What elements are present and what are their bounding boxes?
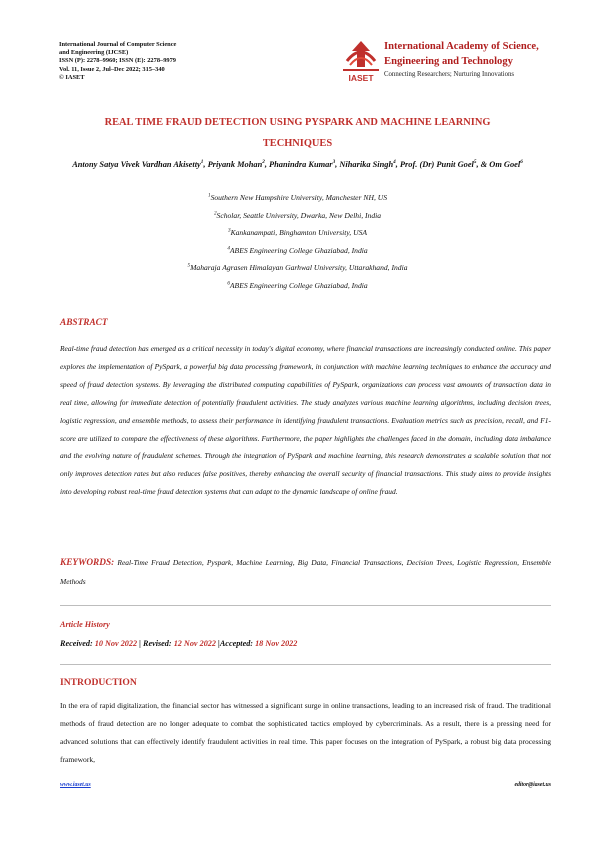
accepted-date: 18 Nov 2022 <box>255 639 298 648</box>
author-name: Prof. (Dr) Punit Goel <box>399 160 474 169</box>
affiliation-item <box>60 224 535 242</box>
keywords-label: KEYWORDS: <box>60 558 115 568</box>
affiliation-text: Kankanampati, Binghamton University, USA <box>230 228 368 238</box>
journal-line: ISSN (P): 2278–9960; ISSN (E): 2278–9979 <box>59 57 176 65</box>
affiliation-sup: 1 <box>207 192 211 199</box>
journal-line: and Engineering (IJCSE) <box>59 49 129 57</box>
publisher-brand <box>384 40 584 81</box>
revised-label: Revised: <box>142 639 172 648</box>
author-name: Phanindra Kumar <box>269 160 333 169</box>
introduction-heading: INTRODUCTION <box>60 677 137 688</box>
abstract-body: Real-time fraud detection has emerged as a critical necessity in today's digital economy, where financial transactions are increasingly conducted online. This paper explores the implementation of PySpark, a powerful big data processing framework, in conjunction with machine learning techniques to enhance the accuracy and speed of fraud detection systems. By leveraging the distributed computing capabilities of PySpark, organizations can process vast amounts of transaction data in real time, allowing for immediate detection of potentially fraudulent activities. The study analyzes various machine learning algorithms, including decision trees, logistic regression, and ensemble methods, to assess their performance in identifying fraudulent transactions. Evaluation metrics such as precision, recall, and F1-score are utilized to compare the effectiveness of these algorithms. Furthermore, the paper highlights the challenges faced in the domain, including data imbalance and the evolving nature of fraudulent schemes. Through the integration of PySpark and machine learning, this research demonstrates a scalable solution that not only improves detection rates but also reduces false positives, thereby enhancing the overall security of financial transactions. This study aims to provide insights into developing robust real-time fraud detection systems that can adapt to the dynamic landscape of online fraud. <box>60 344 551 497</box>
affiliation-sup: 4 <box>227 245 230 252</box>
introduction-body: In the era of rapid digitalization, the financial sector has witnessed a significant surge in online transactions, leading to an increased risk of fraud. The traditional methods of fraud detection are no longer adequate to combat the sophisticated tactics employed by cybercriminals. As a result, there is a pressing need for advanced solutions that can effectively identify fraudulent activities in real time. This paper focuses on the integration of PySpark, a robust big data processing framework, <box>60 701 551 764</box>
iaset-logo <box>341 37 381 85</box>
footer-website-link[interactable]: www.iaset.us <box>60 782 91 788</box>
author-list: Antony Satya Vivek Vardhan Akisetty$^1$, Priyank Mohan$^2$, Phanindra Kumar$^3$, Niharika Singh$^4$, Prof. (Dr) Punit Goel$^5$, & Om Goel$^6$ <box>72 159 523 169</box>
title-line: REAL TIME FRAUD DETECTION USING PYSPARK AND MACHINE LEARNING <box>104 117 491 128</box>
journal-line: © IASET <box>59 73 85 81</box>
author-name: Priyank Mohan <box>207 160 263 169</box>
affiliation-item <box>60 259 535 277</box>
accepted-label: Accepted: <box>219 639 254 648</box>
history-separator: | <box>139 639 141 648</box>
author-name: & Om Goel <box>480 160 521 169</box>
journal-line: Vol. 11, Issue 2, Jul–Dec 2022; 315–340 <box>59 65 165 73</box>
author-sup: 6 <box>520 159 523 166</box>
footer-email: editor@iaset.us <box>514 782 551 788</box>
keywords <box>60 554 551 591</box>
author-sup: 1 <box>200 159 204 166</box>
author-name: Antony Satya Vivek Vardhan Akisetty <box>72 160 201 169</box>
affiliation-sup: 6 <box>227 280 230 287</box>
affiliation-sup: 5 <box>187 262 191 269</box>
paper-title <box>40 112 555 154</box>
affiliation-text: Maharaja Agrasen Himalayan Garhwal University, Uttarakhand, India <box>190 263 408 273</box>
affiliation-text: Scholar, Seattle University, Dwarka, New Delhi, India <box>216 210 382 220</box>
logo-text: IASET <box>348 73 374 83</box>
received-label: Received: <box>60 639 93 648</box>
affiliation-item <box>60 277 535 295</box>
author-sup: 5 <box>473 159 477 166</box>
iaset-logo-icon <box>341 37 381 85</box>
journal-line: International Journal of Computer Science <box>59 41 177 48</box>
revised-date: 12 Nov 2022 <box>173 639 216 648</box>
section-divider <box>60 605 551 606</box>
abstract-heading: ABSTRACT <box>60 318 108 328</box>
affiliation-text: ABES Engineering College Ghaziabad, India <box>229 280 368 290</box>
author-sup: 2 <box>262 159 265 166</box>
affiliation-item <box>60 189 535 207</box>
affiliation-sup: 2 <box>213 210 217 217</box>
affiliation-text: ABES Engineering College Ghaziabad, India <box>229 245 368 255</box>
author-sup: 3 <box>332 159 336 166</box>
affiliation-sup: 3 <box>227 227 231 234</box>
journal-info <box>59 41 249 82</box>
affiliation-list <box>60 189 535 295</box>
brand-name-line2: Engineering and Technology <box>384 55 513 67</box>
received-date: 10 Nov 2022 <box>94 639 138 648</box>
brand-tagline: Connecting Researchers; Nurturing Innovations <box>384 71 515 78</box>
author-name: Niharika Singh <box>339 160 394 169</box>
affiliation-text: Southern New Hampshire University, Manchester NH, US <box>210 193 388 202</box>
author-sup: 4 <box>393 159 396 166</box>
affiliation-item <box>60 242 535 260</box>
brand-name-line1: International Academy of Science, <box>384 41 539 52</box>
title-line: TECHNIQUES <box>262 138 333 149</box>
section-divider <box>60 664 551 665</box>
article-history-heading: Article History <box>60 620 110 629</box>
history-separator: | <box>218 639 220 648</box>
article-history-dates <box>60 639 297 648</box>
keywords-text: Real-Time Fraud Detection, Pyspark, Machine Learning, Big Data, Financial Transactions, Decision Trees, Logistic Regression, Ensemble Methods <box>60 558 552 586</box>
affiliation-item <box>60 207 535 225</box>
